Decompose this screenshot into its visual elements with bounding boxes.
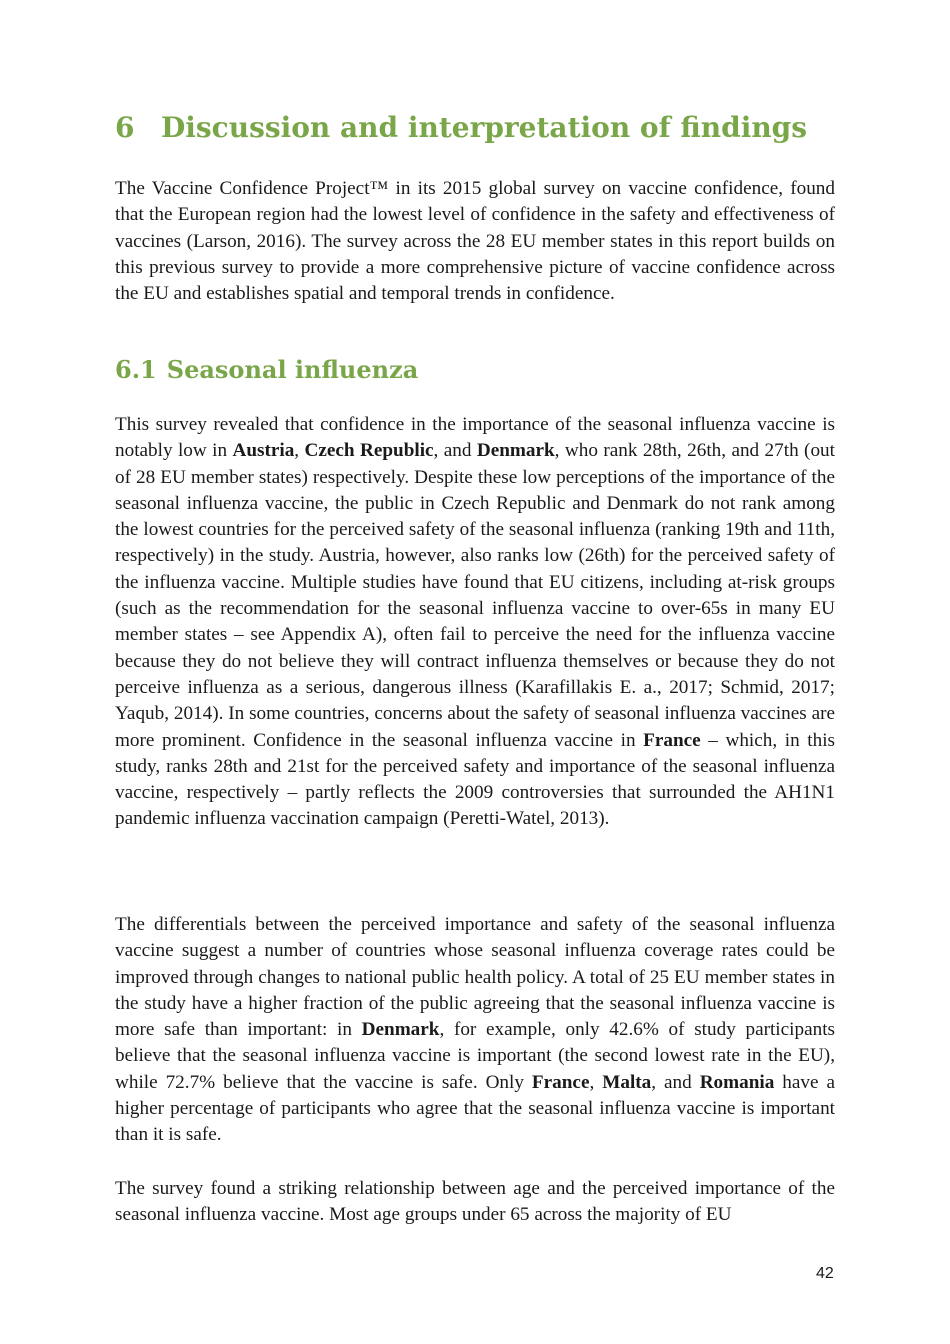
chapter-heading — [115, 108, 807, 148]
text-run: have a higher percentage of participants who agree that the seasonal influenza vaccine is important than it is safe. — [115, 1071, 835, 1146]
text-run: , and — [433, 440, 477, 462]
influenza-paragraph-3: The survey found a striking relationship between age and the perceived importance of the seasonal influenza vaccine. Most age groups under 65 across the majority of EU — [115, 1178, 835, 1226]
country-denmark: Denmark — [476, 440, 555, 462]
text-run: , — [589, 1071, 603, 1093]
text-run: , for example, only 42.6% of study participants believe that the seasonal influenza vaccine is important (the second lowest rate in the EU), while 72.7% believe that the vaccine is safe. Only — [115, 1019, 835, 1093]
text-run: This survey revealed that confidence in the importance of the seasonal influenza vaccine is notably low in — [115, 414, 835, 462]
intro-paragraph: The Vaccine Confidence Project™ in its 2015 global survey on vaccine confidence, found that the European region had the lowest level of confidence in the safety and effectiveness of vaccines (Larson, 2016). The survey across the 28 EU member states in this report builds on this previous survey to provide a more comprehensive picture of vaccine confidence across the EU and establishes spatial and temporal trends in confidence. — [115, 178, 835, 305]
section-heading — [115, 352, 418, 388]
country-denmark: Denmark — [361, 1019, 440, 1041]
influenza-paragraph-1 — [115, 412, 835, 833]
country-austria: Austria — [232, 440, 295, 462]
text-run: , — [294, 440, 305, 462]
country-czech-republic: Czech Republic — [304, 440, 434, 462]
page-number: 42 — [816, 1265, 834, 1282]
country-france: France — [531, 1071, 590, 1093]
country-malta: Malta — [602, 1071, 652, 1093]
chapter-number: 6 — [115, 111, 135, 144]
influenza-paragraph-2 — [115, 912, 835, 1149]
text-run: The differentials between the perceived importance and safety of the seasonal influenza vaccine suggest a number of countries whose seasonal influenza coverage rates could be improved through changes to national public health policy. A total of 25 EU member states in the study have a higher fraction of the public agreeing that the seasonal influenza vaccine is more safe than important: in — [115, 914, 835, 1041]
section-number: 6.1 — [115, 355, 157, 384]
text-run: – which, in this study, ranks 28th and 21st for the perceived safety and importance of the seasonal influenza vaccine, respectively – partly reflects the 2009 controversies that surrounded the AH1N1 pandemic influenza vaccination campaign (Peretti-Watel, 2013). — [115, 729, 835, 830]
section-title: Seasonal influenza — [166, 355, 419, 384]
country-romania: Romania — [699, 1071, 775, 1093]
country-france: France — [643, 729, 701, 751]
text-run: , and — [651, 1071, 700, 1093]
chapter-title: Discussion and interpretation of findings — [161, 111, 808, 144]
text-run: , who rank 28th, 26th, and 27th (out of 28 EU member states) respectively. Despite these low perceptions of the importance of the seasonal influenza vaccine, the public in Czech Republic and Denmark do not rank among the lowest countries for the perceived safety of the seasonal influenza (ranking 19th and 11th, respectively) in the study. Austria, however, also ranks low (26th) for the perceived safety of the influenza vaccine. Multiple studies have found that EU citizens, including at-risk groups (such as the recommendation for the seasonal influenza vaccine to over-65s in many EU member states – see Appendix A), often fail to perceive the need for the influenza vaccine because they do not believe they will contract influenza themselves or because they do not perceive influenza as a serious, dangerous illness (Karafillakis E. a., 2017; Schmid, 2017; Yaqub, 2014). In some countries, concerns about the safety of seasonal influenza vaccines are more prominent. Confidence in the seasonal influenza vaccine in — [115, 440, 835, 751]
